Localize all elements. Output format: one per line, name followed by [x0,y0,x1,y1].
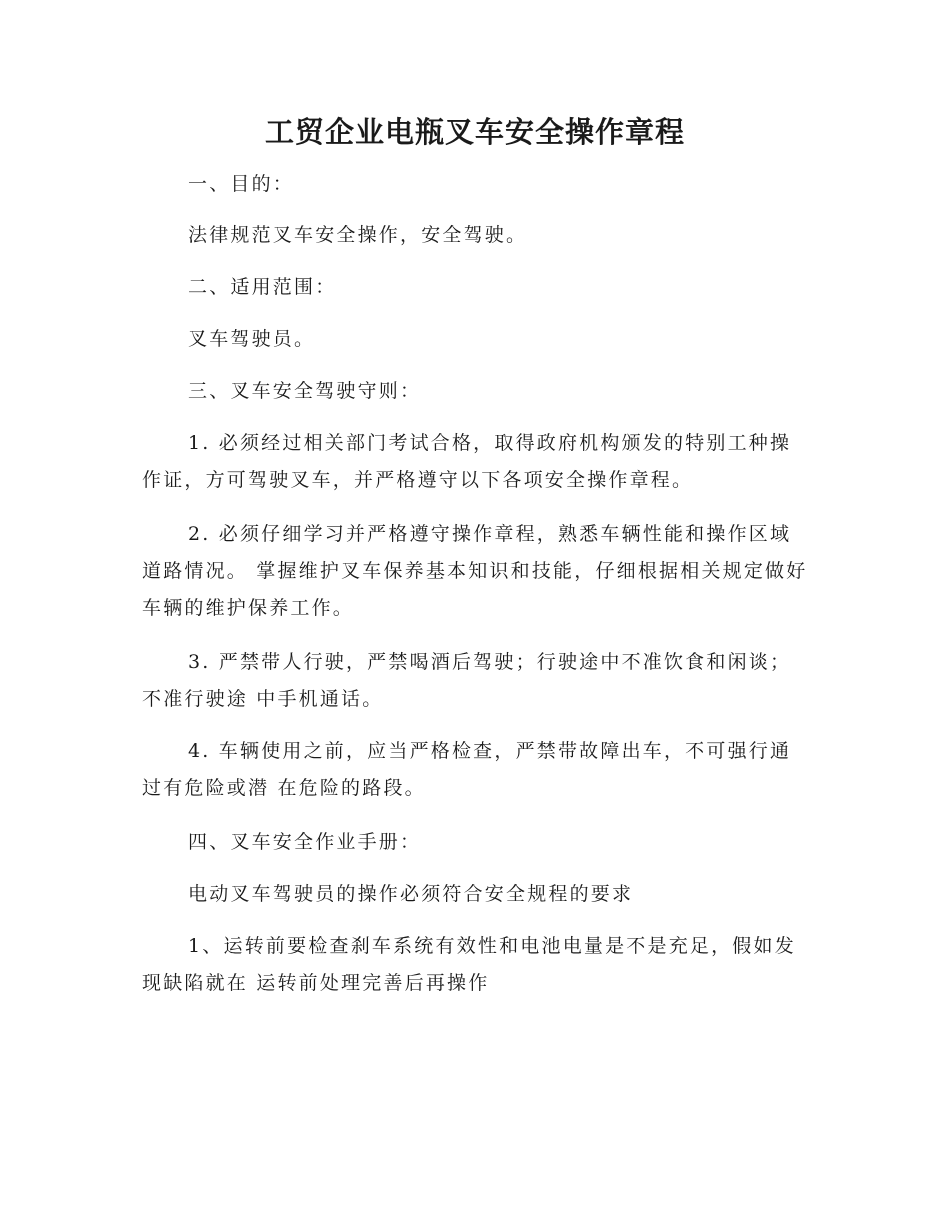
section-heading-purpose: 一、目的： [188,173,295,195]
paragraph-manual-intro: 电动叉车驾驶员的操作必须符合安全规程的要求 [188,883,634,905]
rule-item-4: 4. 车辆使用之前，应当严格检查，严禁带故障出车，不可强行通过有危险或潜 在危险的路段。 [142,740,792,799]
section-heading-manual: 四、叉车安全作业手册： [188,831,422,853]
paragraph-purpose: 法律规范叉车安全操作，安全驾驶。 [188,224,528,246]
section-heading-rules: 三、叉车安全驾驶守则： [188,380,422,402]
rule-item-1: 1. 必须经过相关部门考试合格，取得政府机构颁发的特别工种操作证，方可驾驶叉车，并严格遵守以下各项安全操作章程。 [142,432,792,491]
manual-item-1: 1、运转前要检查刹车系统有效性和电池电量是不是充足，假如发现缺陷就在 运转前处理完善后再操作 [142,935,796,994]
section-heading-scope: 二、适用范围： [188,276,337,298]
rule-item-2: 2. 必须仔细学习并严格遵守操作章程，熟悉车辆性能和操作区域道路情况。 掌握维护叉车保养基本知识和技能，仔细根据相关规定做好车辆的维护保养工作。 [142,523,808,619]
rule-item-3: 3. 严禁带人行驶，严禁喝酒后驾驶；行驶途中不准饮食和闲谈；不准行驶途 中手机通话。 [142,651,792,710]
document-title: 工贸企业电瓶叉车安全操作章程 [264,115,685,149]
paragraph-scope: 叉车驾驶员。 [188,328,316,350]
